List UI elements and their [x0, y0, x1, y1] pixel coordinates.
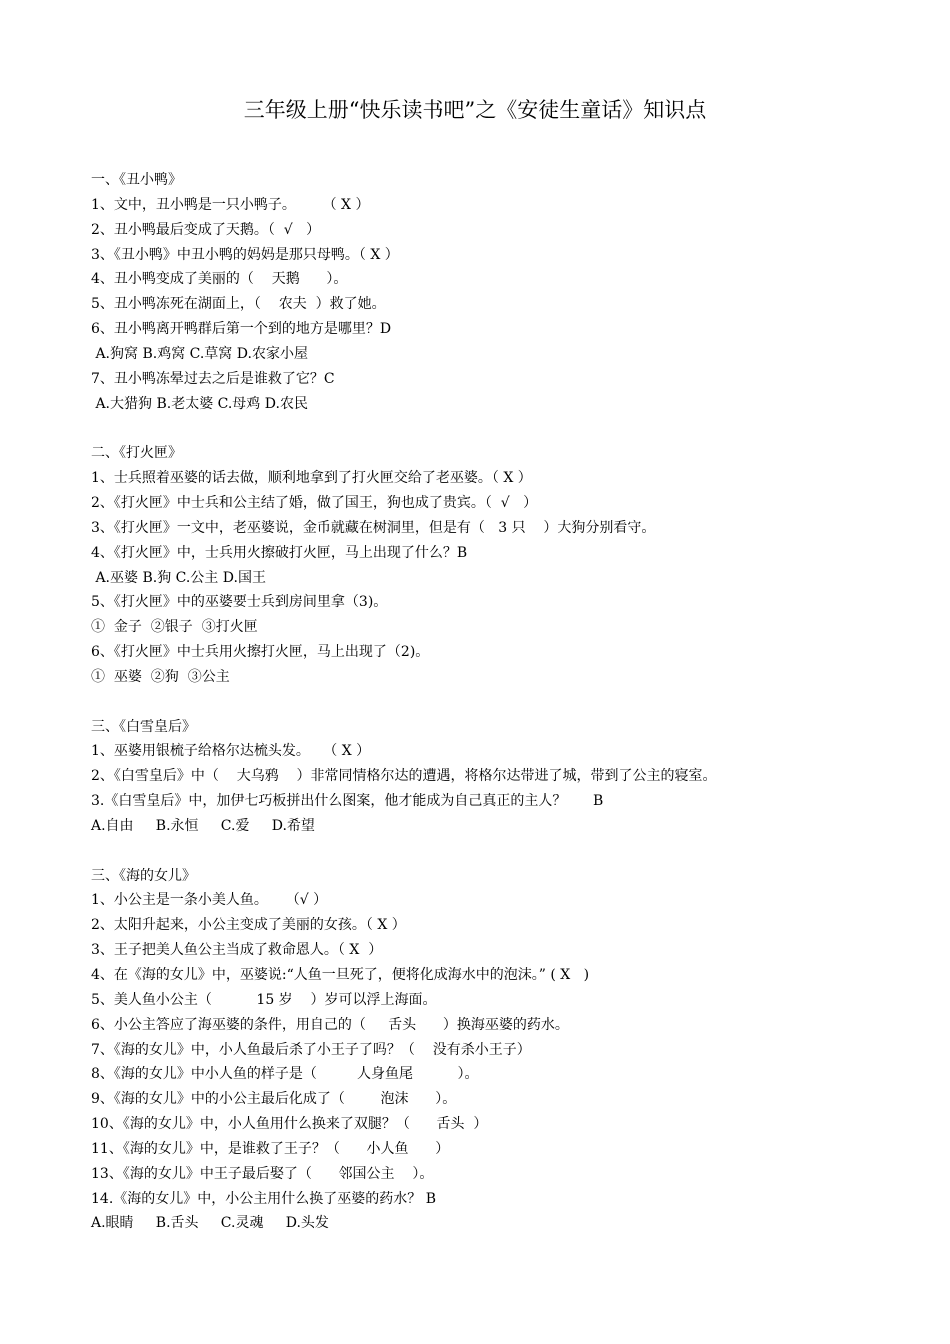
question-line: 2、丑小鸭最后变成了天鹅。（ √ ）: [91, 221, 321, 238]
question-line: 4、在《海的女儿》中，巫婆说:“人鱼一旦死了，便将化成海水中的泡沫。” ( X ): [91, 967, 590, 983]
question-line: 14.《海的女儿》中，小公主用什么换了巫婆的药水？ B: [91, 1190, 437, 1207]
question-line: 7、《海的女儿》中，小人鱼最后杀了小王子了吗？（ 没有杀小王子）: [91, 1041, 531, 1058]
answer-options: ① 巫婆 ②狗 ③公主: [91, 668, 230, 685]
question-line: 13、《海的女儿》中王子最后娶了（ 邻国公主 ）。: [91, 1165, 434, 1182]
question-line: 1、小公主是一条小美人鱼。 （√ ）: [91, 892, 328, 909]
question-line: 4、丑小鸭变成了美丽的（ 天鹅 ）。: [91, 271, 348, 288]
answer-options: A.巫婆 B.狗 C.公主 D.国王: [91, 569, 266, 586]
section-spacer: [91, 416, 931, 441]
question-line: 9、《海的女儿》中的小公主最后化成了（ 泡沫 ）。: [91, 1091, 457, 1108]
answer-options: ① 金子 ②银子 ③打火匣: [91, 619, 258, 636]
section-little-mermaid: [91, 864, 931, 1237]
question-line: 3、王子把美人鱼公主当成了救命恩人。（ X ）: [91, 942, 383, 959]
question-line: 1、巫婆用银梳子给格尔达梳头发。 （ X ）: [91, 743, 371, 760]
question-line: 2、太阳升起来，小公主变成了美丽的女孩。（ X ）: [91, 917, 406, 934]
section-spacer: [91, 839, 931, 864]
question-line: 3.《白雪皇后》中，加伊七巧板拼出什么图案，他才能成为自己真正的主人？ B: [91, 793, 604, 810]
section-heading: 三、《白雪皇后》: [91, 718, 196, 735]
question-line: 6、小公主答应了海巫婆的条件，用自己的（ 舌头 ）换海巫婆的药水。: [91, 1016, 569, 1033]
question-line: 10、《海的女儿》中，小人鱼用什么换来了双腿？（ 舌头 ）: [91, 1116, 488, 1133]
section-heading: 一、《丑小鸭》: [91, 172, 182, 188]
section-tinderbox: [91, 441, 931, 689]
answer-options: A.大猎狗 B.老太婆 C.母鸡 D.农民: [91, 395, 308, 412]
question-line: 7、丑小鸭冻晕过去之后是谁救了它？C: [91, 370, 335, 387]
answer-options: A.眼睛 B.舌头 C.灵魂 D.头发: [91, 1215, 329, 1232]
question-line: 8、《海的女儿》中小人鱼的样子是（ 人身鱼尾 ）。: [91, 1066, 479, 1083]
question-line: 5、美人鱼小公主（ 15 岁 ）岁可以浮上海面。: [91, 991, 437, 1008]
answer-options: A.自由 B.永恒 C.爱 D.希望: [91, 817, 315, 834]
section-heading: 三、《海的女儿》: [91, 867, 196, 884]
question-line: 4、《打火匣》中，士兵用火擦破打火匣，马上出现了什么？B: [91, 544, 468, 561]
question-line: 2、《白雪皇后》中（ 大乌鸦 ）非常同情格尔达的遭遇，将格尔达带进了城，带到了公主的寝室。: [91, 768, 717, 785]
section-ugly-duckling: [91, 168, 931, 416]
question-line: 5、《打火匣》中的巫婆要士兵到房间里拿（3)。: [91, 594, 388, 611]
section-spacer: [91, 690, 931, 715]
question-line: 3、《打火匣》一文中，老巫婆说，金币就藏在树洞里，但是有（ 3 只 ）大狗分别看守。: [91, 519, 656, 536]
document-body: [91, 168, 931, 1236]
question-line: 3、《丑小鸭》中丑小鸭的妈妈是那只母鸭。（ X ）: [91, 246, 399, 263]
section-snow-queen: [91, 715, 931, 839]
question-line: 6、丑小鸭离开鸭群后第一个到的地方是哪里？D: [91, 321, 392, 338]
page-title: 三年级上册“快乐读书吧”之《安徒生童话》知识点: [243, 98, 707, 122]
question-line: 1、士兵照着巫婆的话去做，顺利地拿到了打火匣交给了老巫婆。（ X ）: [91, 470, 532, 487]
question-line: 6、《打火匣》中士兵用火擦打火匣，马上出现了（2)。: [91, 644, 430, 661]
question-line: 5、丑小鸭冻死在湖面上，（ 农夫 ）救了她。: [91, 296, 386, 313]
section-heading: 二、《打火匣》: [91, 445, 182, 462]
question-line: 1、文中，丑小鸭是一只小鸭子。 （ X ）: [91, 196, 370, 213]
question-line: 2、《打火匣》中士兵和公主结了婚，做了国王，狗也成了贵宾。（ √ ）: [91, 494, 538, 511]
question-line: 11、《海的女儿》中，是谁救了王子？（ 小人鱼 ）: [91, 1140, 450, 1157]
answer-options: A.狗窝 B.鸡窝 C.草窝 D.农家小屋: [91, 345, 308, 362]
